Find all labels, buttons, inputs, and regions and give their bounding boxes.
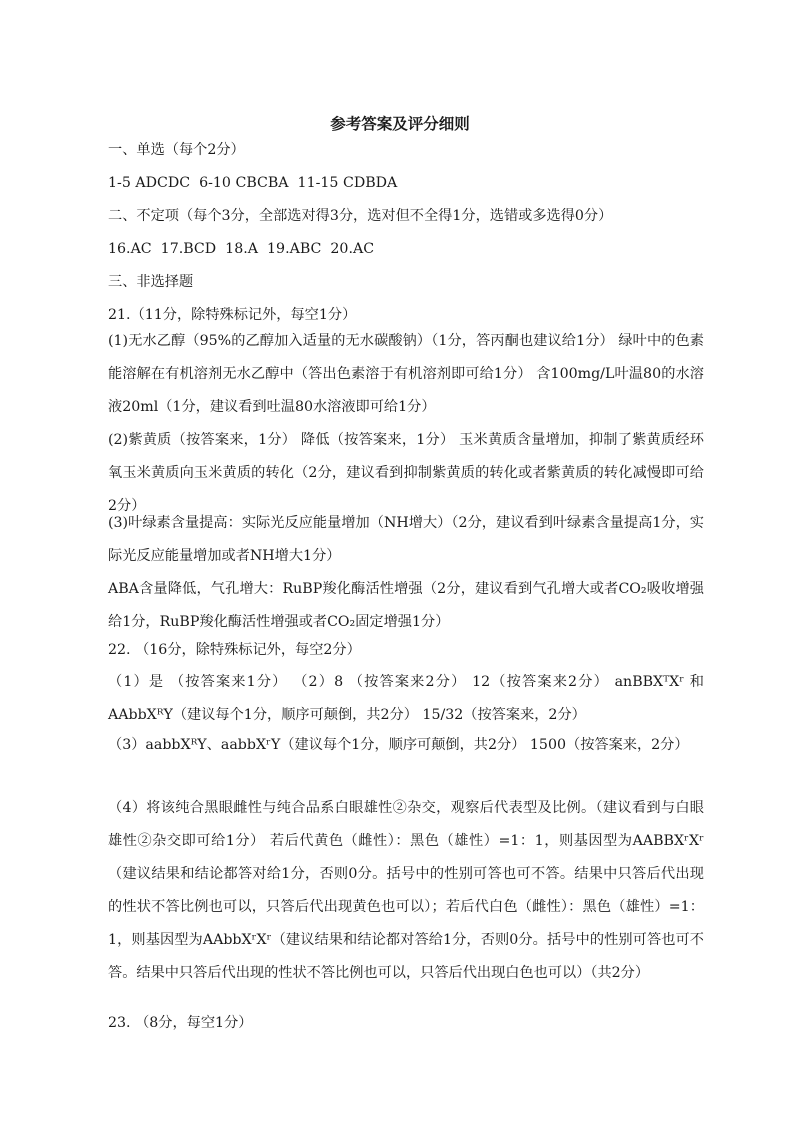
question-22-part-3: （3）aabbXᴿY、aabbXʳY（建议每个1分，顺序可颠倒，共2分） 1500（按答案来，2分） <box>108 737 689 753</box>
section-1-answers: 1-5 ADCDC 6-10 CBCBA 11-15 CDBDA <box>108 175 398 191</box>
section-2-answers: 16.AC 17.BCD 18.A 19.ABC 20.AC <box>108 241 375 257</box>
question-22-part-1: （1）是 （按答案来1分） （2）8 （按答案来2分） 12（按答案来2分） anBBXᵀXʳ 和AAbbXᴿY（建议每个1分，顺序可颠倒，共2分） 15/32（按答案来，2分） <box>108 674 704 723</box>
question-22-header: 22. （16分，除特殊标记外，每空2分） <box>108 642 361 658</box>
question-21-part-4: ABA含量降低，气孔增大：RuBP羧化酶活性增强（2分，建议看到气孔增大或者CO₂吸收增强给1分，RuBP羧化酶活性增强或者CO₂固定增强1分） <box>108 581 704 630</box>
page-title: 参考答案及评分细则 <box>330 114 470 133</box>
question-21-part-2: (2)紫黄质（按答案来，1分） 降低（按答案来，1分） 玉米黄质含量增加，抑制了紫黄质经环氧玉米黄质向玉米黄质的转化（2分，建议看到抑制紫黄质的转化或者紫黄质的转化减慢即可给2分） <box>108 432 704 514</box>
section-1-heading: 一、单选（每个2分） <box>108 142 245 158</box>
question-23-header: 23. （8分，每空1分） <box>108 1015 253 1031</box>
section-2-heading: 二、不定项（每个3分，全部选对得3分，选对但不全得1分，选错或多选得0分） <box>108 208 613 224</box>
question-22-part-4: （4）将该纯合黑眼雌性与纯合品系白眼雄性②杂交，观察后代表型及比例。（建议看到与白眼雄性②杂交即可给1分） 若后代黄色（雌性）：黑色（雄性）=1：1，则基因型为AABBXʳXʳ（建议结果和结论都答对给1分，否则0分。括号中的性别可答也可不答。结果中只答后代出现的性状不答比例也可以，只答后代出现黄色也可以）；若后代白色（雌性）：黑色（雄性）=1：1，则基因型为AAbbXʳXʳ（建议结果和结论都对答给1分，否则0分。括号中的性别可答也可不答。结果中只答后代出现的性状不答比例也可以，只答后代出现白色也可以）（共2分） <box>108 800 704 981</box>
question-21-part-3: (3)叶绿素含量提高：实际光反应能量增加（NH增大）（2分，建议看到叶绿素含量提高1分，实际光反应能量增加或者NH增大1分） <box>108 515 704 564</box>
question-21-header: 21.（11分，除特殊标记外，每空1分） <box>108 307 357 323</box>
question-21-part-1: (1)无水乙醇（95%的乙醇加入适量的无水碳酸钠）（1分，答丙酮也建议给1分） 绿叶中的色素能溶解在有机溶剂无水乙醇中（答出色素溶于有机溶剂即可给1分） 含100mg/L叶温80的水溶液20ml（1分，建议看到吐温80水溶液即可给1分） <box>108 333 704 415</box>
section-3-heading: 三、非选择题 <box>108 274 194 290</box>
